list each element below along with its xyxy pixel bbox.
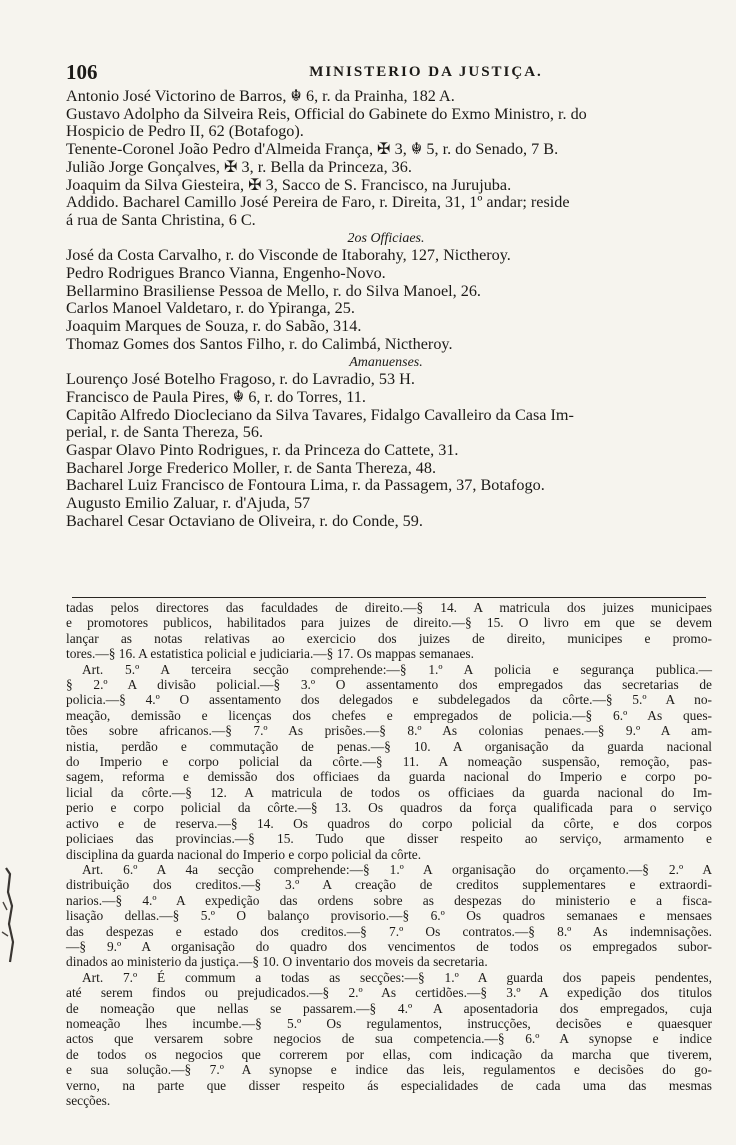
text-line: tores.—§ 16. A estatistica policial e judiciaria.—§ 17. Os mappas semanaes. — [66, 646, 474, 662]
text-line: licial da côrte.—§ 12. A matricula de todos os officiaes da guarda nacional do Im- — [66, 784, 712, 800]
staff-list — [66, 88, 706, 531]
text-line: actos que versarem sobre negocios de sua competencia.—§ 6.º A synopse e indice — [66, 1031, 712, 1047]
text-line: dinados ao ministerio da justiça.—§ 10. O inventario dos moveis da secretaria. — [66, 954, 488, 970]
staff-entry: Bellarmino Brasiliense Pessoa de Mello, r. do Silva Manoel, 26. — [66, 281, 481, 300]
text-line: narios.—§ 4.º A expedição das ordens sobre as despezas do ministerio e a fisca- — [66, 892, 712, 908]
text-line: verno, na parte que disser respeito ás especialidades de cada uma das mesmas — [66, 1077, 712, 1093]
running-title: MINISTERIO DA JUSTIÇA. — [309, 64, 543, 80]
text-line: até serem findos ou prejudicados.—§ 2.º As certidões.—§ 3.º A expedição dos titulos — [66, 985, 712, 1001]
text-line: perio e corpo policial da côrte.—§ 13. Os quadros da força qualificada para o serviço — [66, 800, 712, 816]
text-line: e promotores publicos, habilitados para juizes de direito.—§ 15. O livro em que se devem — [66, 615, 712, 631]
staff-entry: Bacharel Cesar Octaviano de Oliveira, r. do Conde, 59. — [66, 511, 423, 530]
staff-entry: Lourenço José Botelho Fragoso, r. do Lavradio, 53 H. — [66, 370, 415, 389]
text-line: tões sobre africanos.—§ 7.º As prisões.—§ 8.º As colonias penaes.—§ 9.º A am- — [66, 723, 712, 739]
entry-line: Addido. Bacharel Camillo José Pereira de Faro, r. Direita, 31, 1º andar; reside — [66, 193, 570, 212]
text-line: de nomeação que nellas se passarem.—§ 4.º A aposentadoria dos empregados, cuja — [66, 1000, 712, 1016]
entry-continuation: Hospicio de Pedro II, 62 (Botafogo). — [66, 122, 304, 141]
entry-line: Gustavo Adolpho da Silveira Reis, Official do Gabinete do Exmo Ministro, r. do — [66, 104, 587, 123]
staff-entry: José da Costa Carvalho, r. do Visconde de Itaborahy, 127, Nictheroy. — [66, 246, 511, 265]
text-line: disciplina da guarda nacional do Imperio e corpo policial da côrte. — [66, 846, 422, 862]
article-6-start: Art. 6.º A 4a secção comprehende:—§ 1.º A organisação do orçamento.—§ 2.º A — [82, 861, 712, 877]
staff-entry — [66, 194, 706, 229]
article-5-start: Art. 5.º A terceira secção comprehende:—§ 1.º A policia e segurança publica.— — [82, 661, 712, 677]
footnote-divider — [72, 597, 706, 598]
entry-line: Capitão Alfredo Diocleciano da Silva Tavares, Fidalgo Cavalleiro da Casa Im- — [66, 405, 574, 424]
staff-entry: Carlos Manoel Valdetaro, r. do Ypiranga, 25. — [66, 299, 355, 318]
regulation-text — [66, 600, 712, 1108]
text-line: e sua solução.—§ 7.º A synopse e indice das leis, regulamentos e decisões do go- — [66, 1062, 712, 1078]
article-7-start: Art. 7.º É commum a todas as secções:—§ 1.º A guarda dos papeis pendentes, — [82, 969, 712, 985]
staff-entry: Joaquim da Silva Giesteira, ✠ 3, Sacco de S. Francisco, na Jurujuba. — [66, 175, 512, 194]
text-line: do Imperio e corpo policial da côrte.—§ 11. A nomeação suspensão, remoção, pas- — [66, 754, 712, 770]
text-line: lisação dellas.—§ 5.º O balanço provisorio.—§ 6.º Os quadros semanaes e mensaes — [66, 908, 712, 924]
section-heading-amanuenses: Amanuenses. — [349, 354, 423, 370]
staff-entry: Bacharel Jorge Frederico Moller, r. de Santa Thereza, 48. — [66, 458, 437, 477]
text-line: lançar as notas relativas ao exercicio dos juizes de direito, municipes e promo- — [66, 630, 712, 646]
text-line: tadas pelos directores das faculdades de direito.—§ 14. A matricula dos juizes municipaes — [66, 600, 712, 615]
entry-continuation: perial, r. de Santa Thereza, 56. — [66, 423, 264, 442]
text-line: distribuição dos creditos.—§ 3.º A creação de creditos supplementares e extraordi- — [66, 877, 712, 893]
text-line: secções. — [66, 1093, 111, 1108]
text-line: § 2.º A divisão policial.—§ 3.º O assentamento dos empregados das secretarias de — [66, 677, 712, 693]
staff-entry — [66, 106, 706, 141]
staff-entry: Julião Jorge Gonçalves, ✠ 3, r. Bella da Princeza, 36. — [66, 157, 412, 176]
staff-entry: Bacharel Luiz Francisco de Fontoura Lima, r. da Passagem, 37, Botafogo. — [66, 476, 545, 495]
staff-entry: Tenente-Coronel João Pedro d'Almeida França, ✠ 3, ☬ 5, r. do Senado, 7 B. — [66, 140, 559, 159]
text-line: policia.—§ 4.º O assentamento dos delegados e subdelegados da côrte.—§ 5.º A no- — [66, 692, 712, 708]
text-line: nistia, perdão e commutação de penas.—§ 10. A organisação da guarda nacional — [66, 738, 712, 754]
text-line: nomeação lhes incumbe.—§ 5.º Os regulamentos, instrucções, decisões e quaesquer — [66, 1015, 712, 1031]
text-line: meação, demissão e licenças dos chefes e empregados de policia.—§ 6.º As ques- — [66, 707, 712, 723]
staff-entry: Gaspar Olavo Pinto Rodrigues, r. da Princeza do Cattete, 31. — [66, 441, 459, 460]
page-header — [66, 60, 706, 84]
margin-ink-mark — [0, 862, 22, 972]
staff-entry: Thomaz Gomes dos Santos Filho, r. do Calimbá, Nictheroy. — [66, 334, 453, 353]
text-line: —§ 9.º A organisação do quadro dos vencimentos de todos os empregados subor- — [66, 938, 712, 954]
staff-entry: Augusto Emilio Zaluar, r. d'Ajuda, 57 — [66, 494, 311, 513]
text-line: das despezas e estado dos creditos.—§ 7.º Os contratos.—§ 8.º As indemnisações. — [66, 923, 712, 939]
text-line: de todos os negocios que correrem por ellas, com indicação da marcha que tiverem, — [66, 1046, 712, 1062]
staff-entry: Antonio José Victorino de Barros, ☬ 6, r. da Prainha, 182 A. — [66, 87, 455, 105]
staff-entry: Joaquim Marques de Souza, r. do Sabão, 314. — [66, 317, 362, 336]
staff-entry — [66, 407, 706, 442]
staff-entry: Pedro Rodrigues Branco Vianna, Engenho-Novo. — [66, 264, 386, 283]
section-heading-officiaes: 2os Officiaes. — [347, 230, 425, 246]
staff-entry: Francisco de Paula Pires, ☬ 6, r. do Torres, 11. — [66, 387, 366, 406]
page-number: 106 — [66, 60, 98, 84]
entry-continuation: á rua de Santa Christina, 6 C. — [66, 210, 256, 229]
text-line: activo e de reserva.—§ 14. Os quadros do corpo policial da côrte, e dos corpos — [66, 815, 712, 831]
text-line: sagem, reforma e demissão dos officiaes da guarda nacional do Imperio e corpo po- — [66, 769, 712, 785]
text-line: policiaes das provincias.—§ 15. Tudo que disser respeito ao serviço, armamento e — [66, 831, 712, 847]
